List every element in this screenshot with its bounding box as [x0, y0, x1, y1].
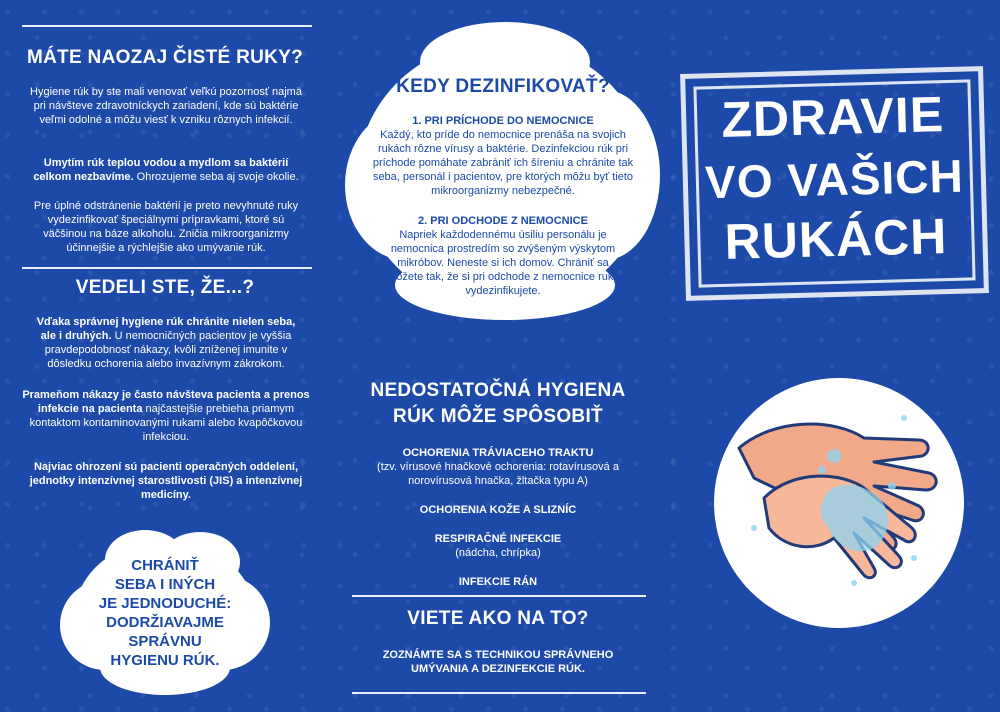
section-title-clean-hands: MÁTE NAOZAJ ČISTÉ RUKY?	[26, 47, 304, 68]
section-title-did-you-know: VEDELI STE, ŽE...?	[75, 277, 255, 298]
bold-text: Umytím rúk teplou vodou a mydlom sa baktérií celkom nezbavíme.	[33, 157, 289, 183]
when-heading-departure: 2. PRI ODCHODE Z NEMOCNICE	[418, 215, 588, 227]
stamp-line: ZDRAVIE	[720, 86, 945, 148]
cloud-line: DODRŽIAVAJME	[106, 614, 224, 631]
divider	[352, 692, 646, 694]
how-to-text	[350, 648, 646, 676]
text-line: ZOZNÁMTE SA S TECHNIKOU SPRÁVNEHO	[382, 649, 614, 661]
text: U nemocničných pacientov je vyššia pravdepodobnosť nákazy, kvôli zníženej imunite v dôsledku ochorenia alebo invazívnym zákrokom.	[44, 330, 292, 370]
section-title-how-to: VIETE AKO NA TO?	[407, 608, 589, 629]
hand-illustration-circle	[714, 378, 964, 628]
title-stamp	[680, 66, 989, 301]
risk-item-heading: RESPIRAČNÉ INFEKCIE	[434, 533, 562, 545]
stamp-line: VO VAŠICH	[704, 149, 965, 209]
title-line: RÚK MÔŽE SPÔSOBIŤ	[393, 406, 603, 427]
cloud-text	[80, 556, 250, 670]
text: najčastejšie prebieha priamym kontaktom kontaminovanými rukami alebo kvapôčkovou infekciou.	[29, 403, 303, 443]
risk-item-text: (tzv. vírusové hnačkové ochorenia: rotavírusová a norovírusová hnačka, žltačka typu A)	[377, 461, 619, 487]
when-text-departure: Napriek každodennému úsiliu personálu je nemocnica prostredím so zvýšeným výskytom mikróbov. Neneste si ich domov. Chrániť sa môžete tak, že si pri odchode z nemocnice ruky vydezinfikujete.	[387, 229, 619, 297]
stamp-line: RUKÁCH	[723, 208, 948, 270]
title-line: NEDOSTATOČNÁ HYGIENA	[370, 380, 626, 401]
risk-item-heading: INFEKCIE RÁN	[458, 576, 538, 588]
divider	[22, 25, 312, 27]
paragraph	[20, 388, 312, 444]
risk-item-heading: OCHORENIA KOŽE A SLIZNÍC	[419, 504, 577, 516]
when-heading-arrival: 1. PRI PRÍCHODE DO NEMOCNICE	[412, 115, 594, 127]
divider	[22, 267, 312, 269]
bold-text: Prameňom nákazy je často návšteva pacienta a prenos infekcie na pacienta	[22, 389, 310, 415]
cloud-line: SPRÁVNU	[128, 633, 202, 650]
paragraph: Pre úplné odstránenie baktérií je preto nevyhnuté ruky vydezinfikovať špeciálnymi prípravkami, ktoré sú väčšinou na báze alkoholu. Zničia mikroorganizmy účinnejšie a rýchlejšie ako umývanie rúk.	[33, 200, 299, 254]
paragraph	[28, 315, 304, 371]
paragraph: Najviac ohrození sú pacienti operačných oddelení, jednotky intenzívnej starostlivosti (JIS) a intenzívnej medicíny.	[29, 461, 303, 501]
cloud-line: HYGIENU RÚK.	[110, 652, 220, 669]
left-panel	[0, 0, 330, 712]
risk-item-text: (nádcha, chrípka)	[455, 547, 541, 559]
when-text-arrival: Každý, kto príde do nemocnice prenáša na svojich rukách rôzne vírusy a baktérie. Dezinfekciou rúk pri príchode pomáhate zabrániť ich šíreniu a chránite tak seba, personál i pacientov, pre ktorých môžu byť tieto mikroorganizmy nebezpečné.	[372, 129, 634, 197]
cloud-line: CHRÁNIŤ	[131, 557, 199, 574]
section-title-when-disinfect: KEDY DEZINFIKOVAŤ?	[396, 76, 610, 97]
washing-hands-icon	[714, 378, 964, 628]
paragraph: Hygiene rúk by ste mali venovať veľkú pozornosť najmä pri návšteve zdravotníckych zariadení, kde sú baktérie veľmi odolné a môžu viesť k vzniku rôznych infekcií.	[30, 86, 302, 126]
cloud-line: JE JEDNODUCHÉ:	[98, 595, 232, 612]
cloud-line: SEBA I INÝCH	[114, 576, 216, 593]
paragraph	[28, 156, 304, 184]
text: Ohrozujeme seba aj svoje okolie.	[133, 171, 299, 183]
section-title-insufficient-hygiene	[338, 378, 658, 430]
bold-text: Vďaka správnej hygiene rúk chránite nielen seba, ale i druhých.	[36, 316, 296, 342]
divider	[352, 595, 646, 597]
text-line: UMÝVANIA A DEZINFEKCIE RÚK.	[411, 663, 585, 675]
risk-item-heading: OCHORENIA TRÁVIACEHO TRAKTU	[402, 447, 594, 459]
